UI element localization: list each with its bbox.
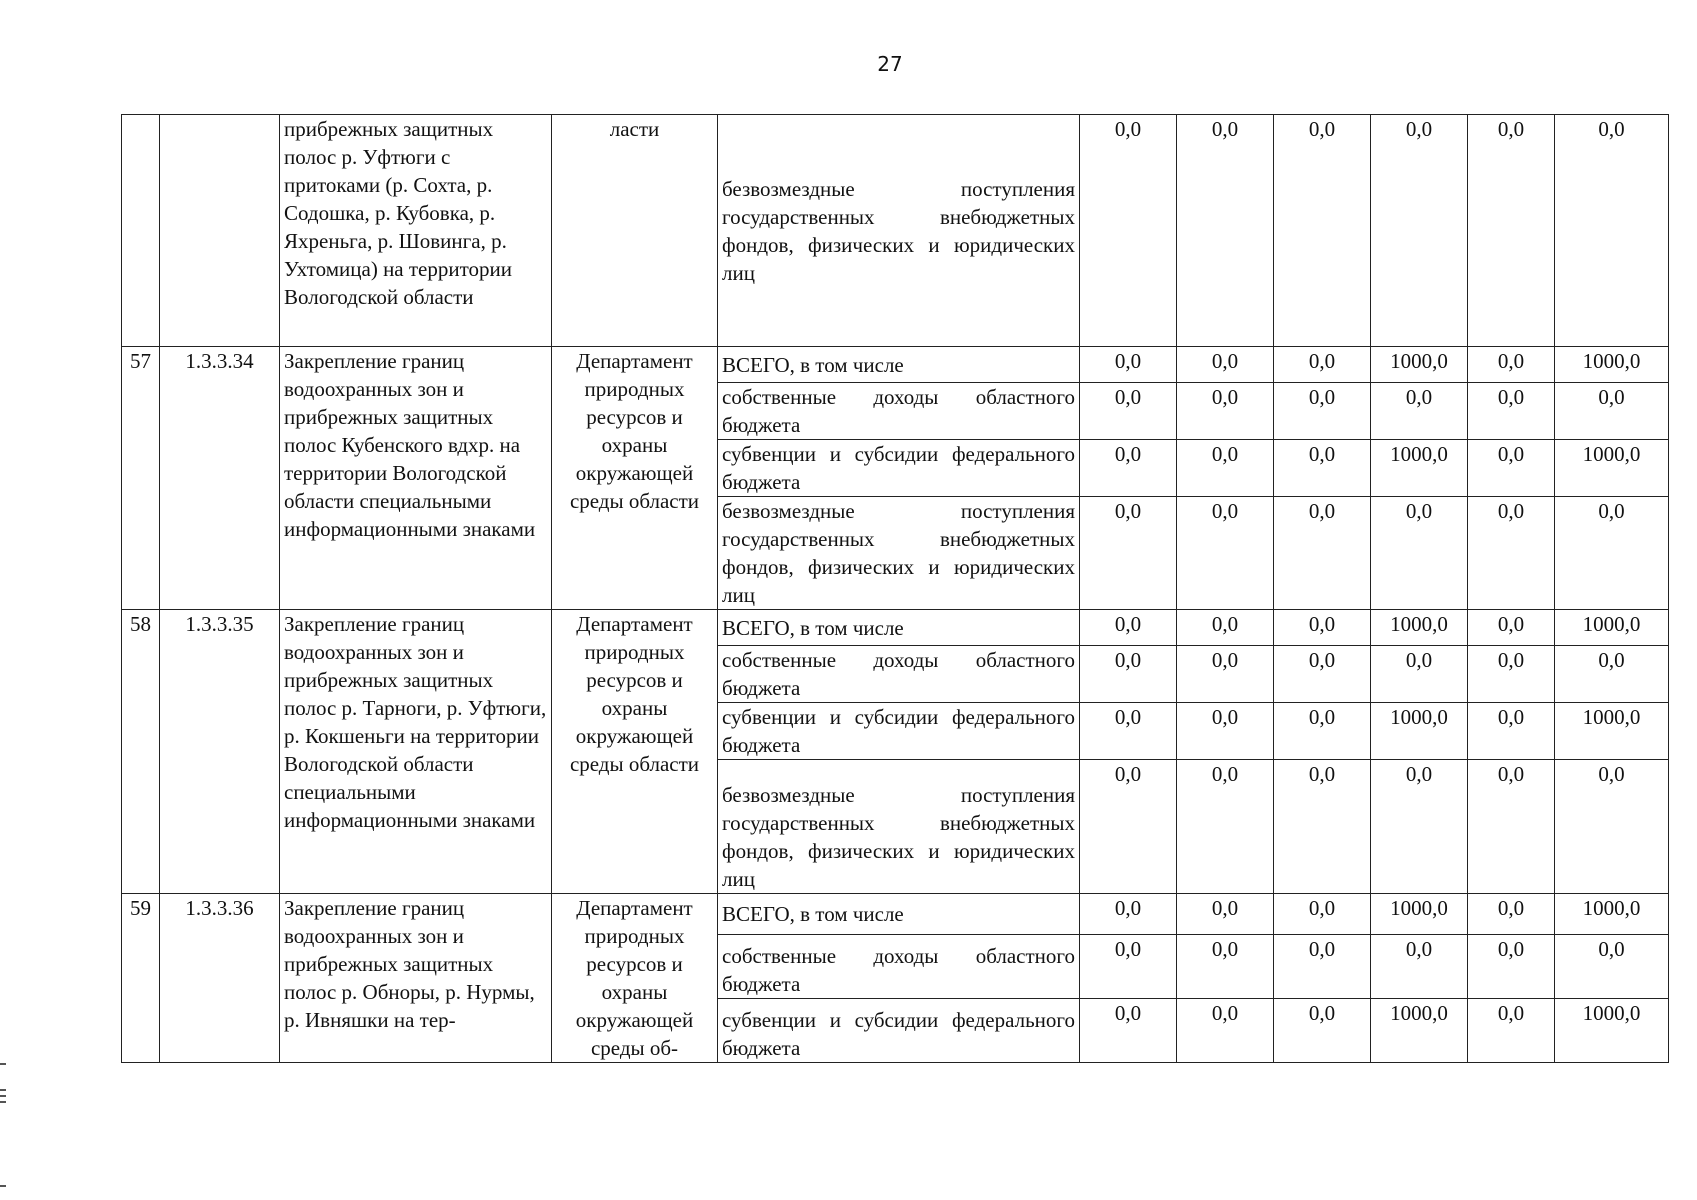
- value-cell: 0,0: [1468, 934, 1555, 998]
- value-cell: 0,0: [1468, 115, 1555, 347]
- value-cell: 0,0: [1468, 646, 1555, 703]
- executor-cell: Департамент природных ресурсов и охраны окружающей среды области: [552, 610, 718, 894]
- table-row-continuation: [122, 115, 1669, 347]
- funding-source-cell: собственные доходы областного бюджета: [718, 646, 1080, 703]
- funding-source-cell: безвозмездные поступления государственных внебюджетных фондов, физических и юридических лиц: [718, 497, 1080, 610]
- margin-mark: [0, 1101, 6, 1103]
- value-cell: 0,0: [1555, 115, 1669, 347]
- value-cell: 0,0: [1177, 610, 1274, 646]
- value-cell: 0,0: [1371, 497, 1468, 610]
- value-cell: 0,0: [1555, 934, 1669, 998]
- value-cell: 0,0: [1371, 115, 1468, 347]
- value-cell: 0,0: [1177, 760, 1274, 894]
- value-cell: 1000,0: [1555, 998, 1669, 1062]
- value-cell: 0,0: [1274, 610, 1371, 646]
- value-cell: 1000,0: [1555, 440, 1669, 497]
- funding-source-cell: ВСЕГО, в том числе: [718, 347, 1080, 383]
- funding-source-cell: субвенции и субсидии федерального бюджета: [718, 998, 1080, 1062]
- value-cell: 1000,0: [1555, 347, 1669, 383]
- value-cell: 1000,0: [1371, 610, 1468, 646]
- value-cell: 0,0: [1468, 894, 1555, 935]
- value-cell: 0,0: [1274, 894, 1371, 935]
- value-cell: 1000,0: [1371, 998, 1468, 1062]
- value-cell: 1000,0: [1371, 440, 1468, 497]
- measure-name-cell: прибрежных защитных полос р. Уфтюги с притоками (р. Сохта, р. Содошка, р. Кубовка, р. Яхреньга, р. Шовинга, р. Ухтомица) на территории Вологодской области: [280, 115, 552, 347]
- value-cell: 0,0: [1080, 894, 1177, 935]
- value-cell: 0,0: [1080, 347, 1177, 383]
- value-cell: 0,0: [1080, 998, 1177, 1062]
- margin-mark: [0, 1095, 6, 1097]
- value-cell: 0,0: [1177, 703, 1274, 760]
- value-cell: 0,0: [1177, 115, 1274, 347]
- value-cell: 0,0: [1274, 497, 1371, 610]
- table-row: [122, 894, 1669, 935]
- executor-cell: ласти: [552, 115, 718, 347]
- funding-source-cell: собственные доходы областного бюджета: [718, 934, 1080, 998]
- value-cell: 0,0: [1274, 703, 1371, 760]
- executor-cell: Департамент природных ресурсов и охраны окружающей среды области: [552, 347, 718, 610]
- value-cell: 0,0: [1080, 497, 1177, 610]
- value-cell: 0,0: [1468, 703, 1555, 760]
- row-code-cell: [160, 115, 280, 347]
- value-cell: 1000,0: [1555, 610, 1669, 646]
- value-cell: 0,0: [1371, 646, 1468, 703]
- table-row: [122, 347, 1669, 383]
- value-cell: 0,0: [1177, 440, 1274, 497]
- value-cell: 0,0: [1468, 497, 1555, 610]
- funding-source-cell: субвенции и субсидии федерального бюджета: [718, 440, 1080, 497]
- funding-source-cell: ВСЕГО, в том числе: [718, 610, 1080, 646]
- row-number-cell: 58: [122, 610, 160, 894]
- value-cell: 0,0: [1274, 347, 1371, 383]
- value-cell: 0,0: [1080, 383, 1177, 440]
- row-code-cell: 1.3.3.35: [160, 610, 280, 894]
- margin-mark: [0, 1089, 6, 1091]
- value-cell: 0,0: [1274, 998, 1371, 1062]
- value-cell: 0,0: [1468, 998, 1555, 1062]
- value-cell: 0,0: [1555, 383, 1669, 440]
- executor-cell: Департамент природных ресурсов и охраны окружающей среды об-: [552, 894, 718, 1063]
- value-cell: 0,0: [1080, 934, 1177, 998]
- value-cell: 0,0: [1080, 646, 1177, 703]
- funding-source-cell: безвозмездные поступления государственных внебюджетных фондов, физических и юридических лиц: [718, 760, 1080, 894]
- measure-name-cell: Закрепление границ водоохранных зон и прибрежных защитных полос Кубенского вдхр. на территории Вологодской области специальными информационными знаками: [280, 347, 552, 610]
- budget-table: [121, 114, 1669, 1063]
- value-cell: 0,0: [1177, 646, 1274, 703]
- row-number-cell: [122, 115, 160, 347]
- page-number: 27: [877, 52, 903, 76]
- value-cell: 0,0: [1177, 347, 1274, 383]
- value-cell: 0,0: [1080, 703, 1177, 760]
- value-cell: 1000,0: [1371, 347, 1468, 383]
- value-cell: 0,0: [1080, 440, 1177, 497]
- funding-source-cell: [718, 115, 1080, 347]
- value-cell: 0,0: [1177, 934, 1274, 998]
- funding-source-cell: субвенции и субсидии федерального бюджета: [718, 703, 1080, 760]
- value-cell: 0,0: [1555, 646, 1669, 703]
- value-cell: 0,0: [1274, 646, 1371, 703]
- value-cell: 0,0: [1555, 497, 1669, 610]
- value-cell: 0,0: [1080, 610, 1177, 646]
- value-cell: 0,0: [1468, 440, 1555, 497]
- value-cell: 0,0: [1080, 760, 1177, 894]
- value-cell: 0,0: [1468, 383, 1555, 440]
- margin-mark: [0, 1185, 6, 1187]
- measure-name-cell: Закрепление границ водоохранных зон и прибрежных защитных полос р. Обноры, р. Нурмы, р. Ивняшки на тер-: [280, 894, 552, 1063]
- value-cell: 0,0: [1468, 610, 1555, 646]
- value-cell: 0,0: [1274, 115, 1371, 347]
- margin-mark: [0, 1063, 6, 1065]
- value-cell: 0,0: [1177, 497, 1274, 610]
- value-cell: 0,0: [1177, 383, 1274, 440]
- value-cell: 0,0: [1555, 760, 1669, 894]
- measure-name-cell: Закрепление границ водоохранных зон и прибрежных защитных полос р. Тарноги, р. Уфтюги, р. Кокшеньги на территории Вологодской области специальными информационными знаками: [280, 610, 552, 894]
- value-cell: 0,0: [1274, 760, 1371, 894]
- value-cell: 0,0: [1371, 383, 1468, 440]
- value-cell: 1000,0: [1555, 703, 1669, 760]
- row-number-cell: 59: [122, 894, 160, 1063]
- value-cell: 0,0: [1468, 347, 1555, 383]
- value-cell: 0,0: [1080, 115, 1177, 347]
- value-cell: 1000,0: [1371, 703, 1468, 760]
- funding-source-cell: собственные доходы областного бюджета: [718, 383, 1080, 440]
- row-code-cell: 1.3.3.34: [160, 347, 280, 610]
- funding-source-label: безвозмездные поступления государственных внебюджетных фондов, физических и юридических лиц: [722, 176, 1075, 285]
- value-cell: 0,0: [1468, 760, 1555, 894]
- value-cell: 0,0: [1177, 894, 1274, 935]
- value-cell: 0,0: [1371, 760, 1468, 894]
- value-cell: 0,0: [1274, 383, 1371, 440]
- value-cell: 1000,0: [1371, 894, 1468, 935]
- funding-source-cell: ВСЕГО, в том числе: [718, 894, 1080, 935]
- value-cell: 1000,0: [1555, 894, 1669, 935]
- value-cell: 0,0: [1371, 934, 1468, 998]
- row-number-cell: 57: [122, 347, 160, 610]
- value-cell: 0,0: [1177, 998, 1274, 1062]
- table-row: [122, 610, 1669, 646]
- value-cell: 0,0: [1274, 440, 1371, 497]
- row-code-cell: 1.3.3.36: [160, 894, 280, 1063]
- value-cell: 0,0: [1274, 934, 1371, 998]
